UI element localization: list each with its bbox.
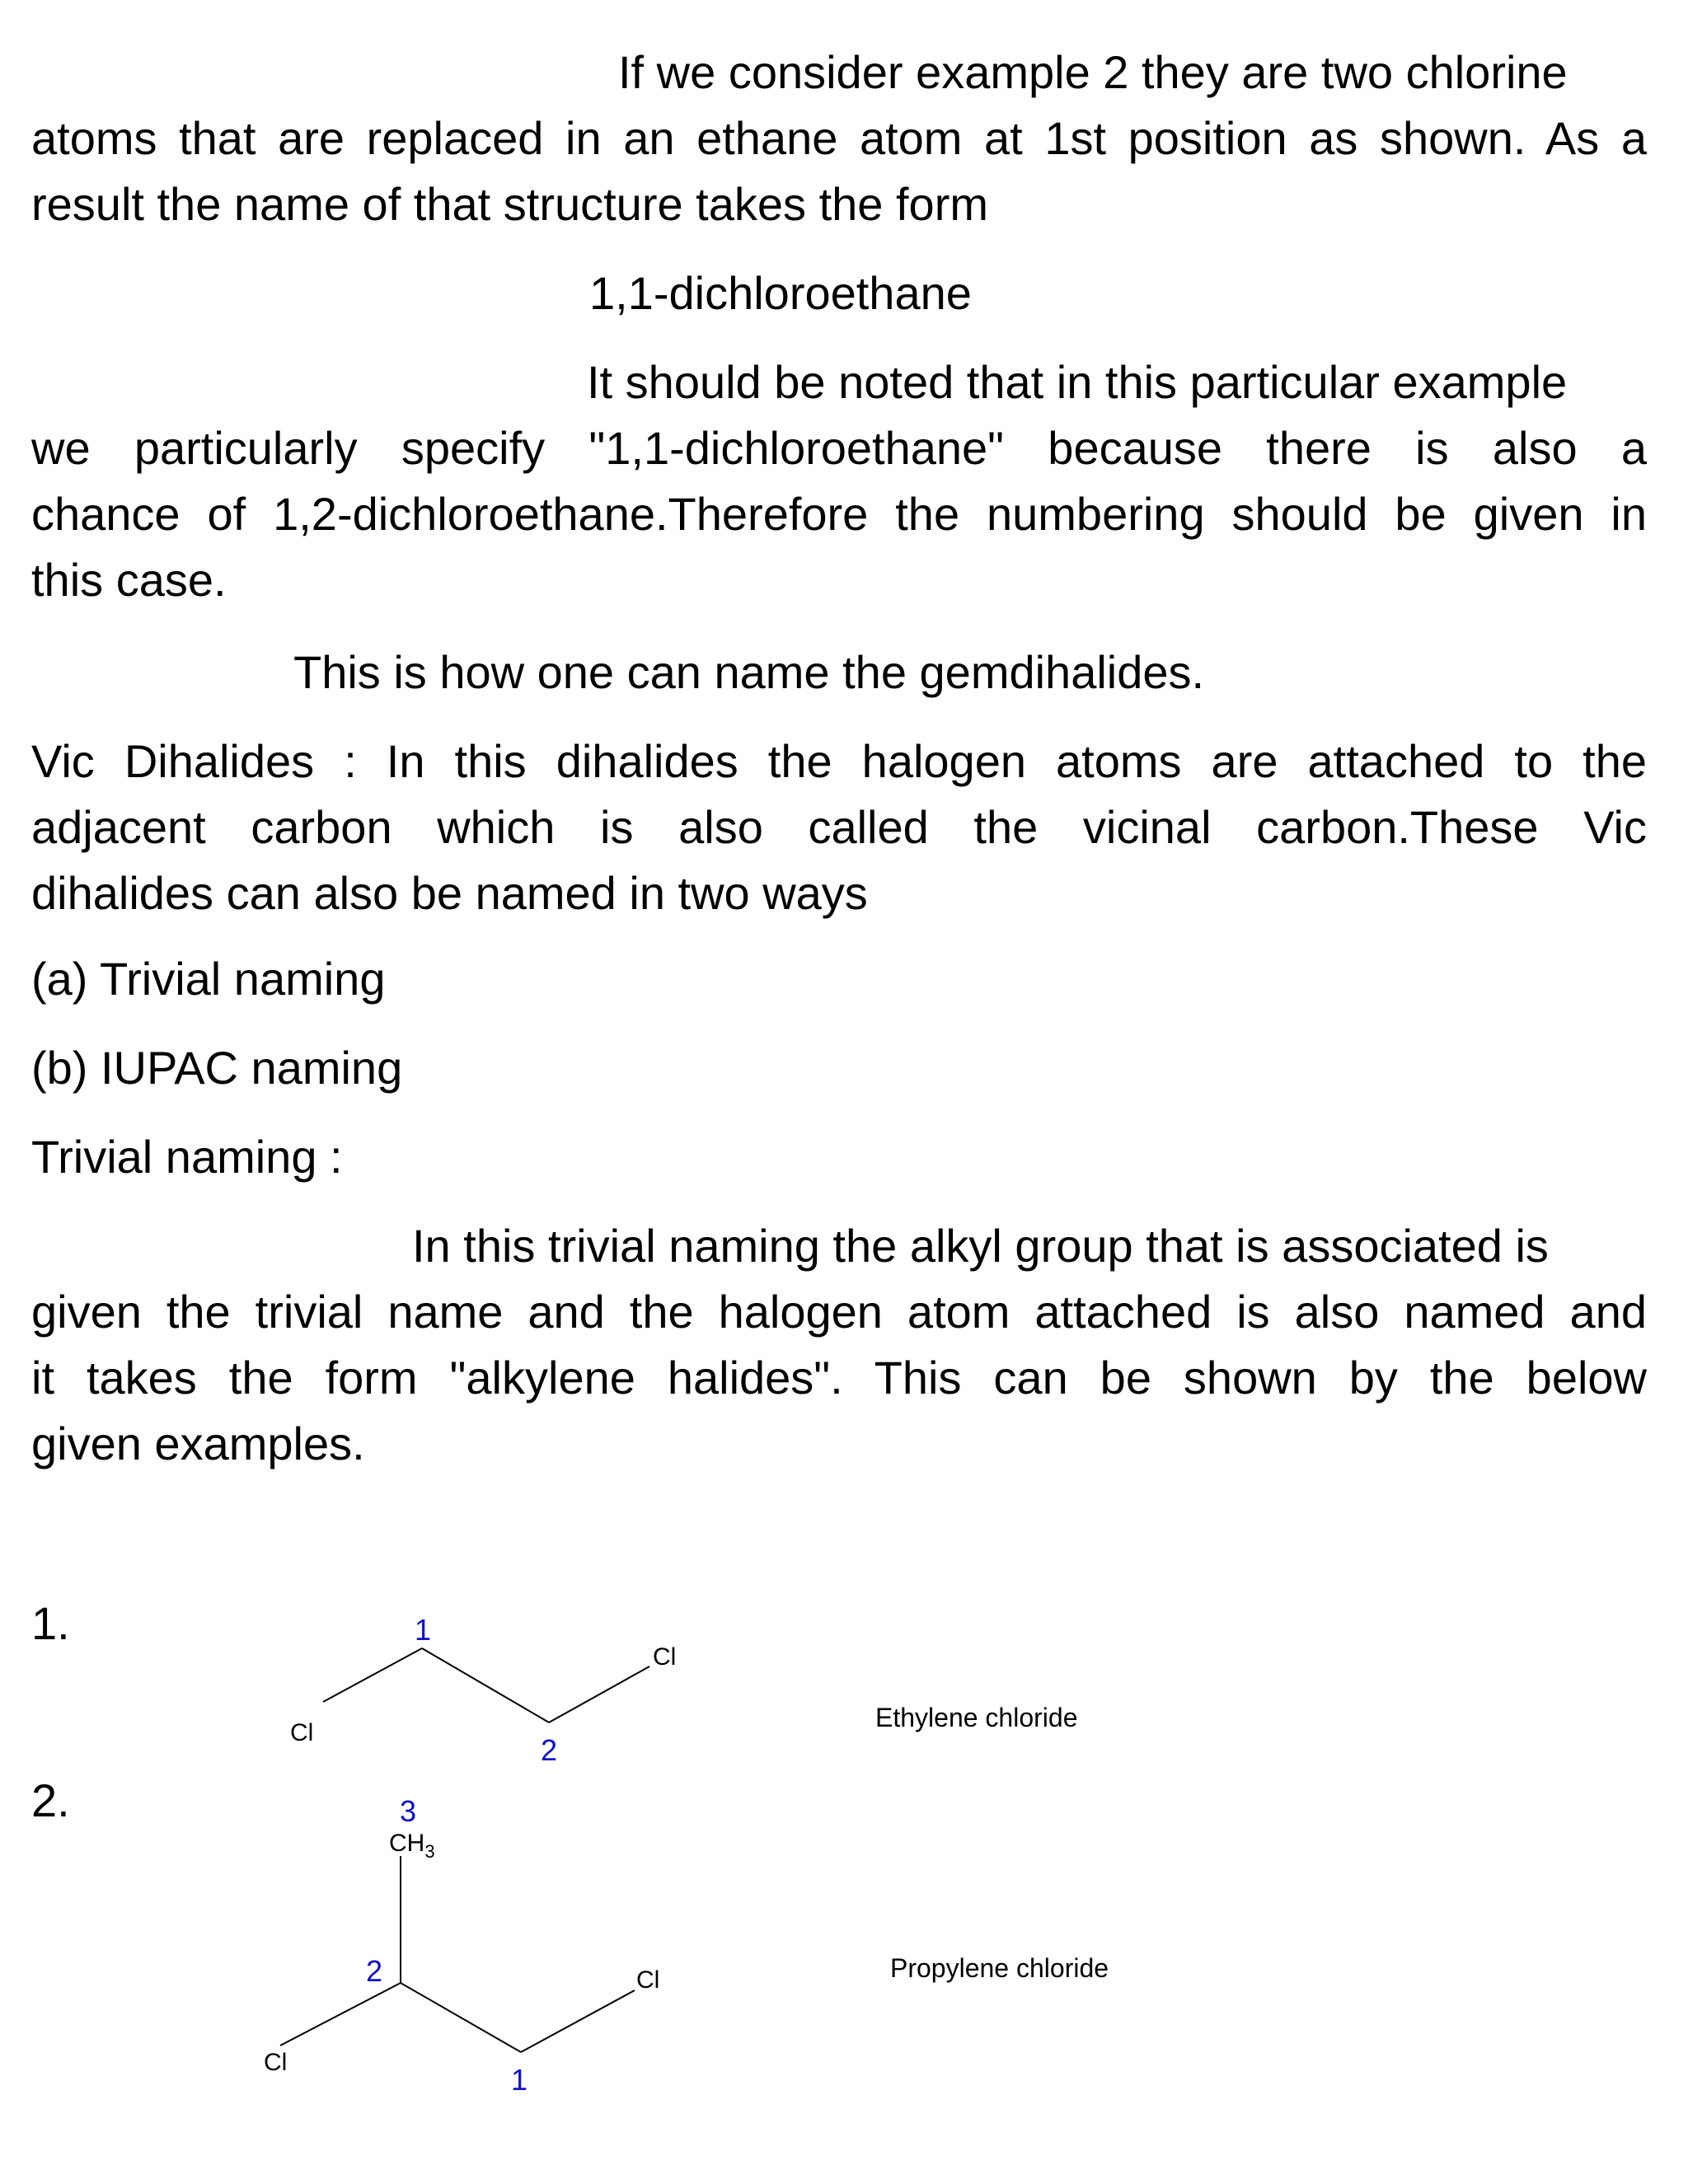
vic-line1: Vic Dihalides : In this dihalides the halogen atoms are attached to the (31, 735, 1647, 787)
ethylene-chloride-name: Ethylene chloride (875, 1703, 1078, 1732)
para1-line1: If we consider example 2 they are two chlorine (618, 46, 1568, 98)
methyl-label: CH (389, 1830, 425, 1857)
methyl-group (389, 1830, 435, 1862)
example-2-number: 2. (31, 1774, 70, 1826)
methyl-subscript: 3 (424, 1841, 435, 1862)
para3-line2: given the trivial name and the halogen atom attached is also named and (31, 1286, 1647, 1338)
vic-line2: adjacent carbon which is also called the vicinal carbon.These Vic (31, 801, 1647, 853)
chlorine-atom-left: Cl (264, 2049, 288, 2076)
para1-line2: atoms that are replaced in an ethane atom at 1st position as shown. As a (31, 112, 1647, 164)
para3-line4: given examples. (31, 1418, 365, 1469)
ethylene-chloride-structure (247, 1615, 742, 1780)
chlorine-atom-right: Cl (653, 1643, 677, 1671)
para2-line3: chance of 1,2-dichloroethane.Therefore the numbering should be given in (31, 488, 1647, 540)
para3-line3: it takes the form "alkylene halides". This can be shown by the below (31, 1352, 1647, 1404)
para2-line2: we particularly specify "1,1-dichloroethane" because there is also a (31, 422, 1647, 474)
para3-body (31, 1279, 1647, 1477)
vic-line3: dihalides can also be named in two ways (31, 867, 868, 919)
bond-c2-c1 (401, 1983, 521, 2052)
chlorine-atom-left: Cl (290, 1719, 314, 1746)
propylene-chloride-structure (247, 1788, 742, 2102)
para2-line1: It should be noted that in this particular example (587, 356, 1568, 408)
compound-name: 1,1-dichloroethane (589, 267, 972, 319)
example-1-number: 1. (31, 1597, 70, 1649)
locant-2: 2 (541, 1733, 558, 1767)
bond-c2-cl (280, 1983, 401, 2046)
para1-body (31, 105, 1647, 237)
bond-c1-c2 (422, 1648, 549, 1722)
para3-line1: In this trivial naming the alkyl group that is associated is (412, 1220, 1549, 1272)
chlorine-atom-right: Cl (636, 1966, 660, 1994)
bond-c2-cl (549, 1666, 649, 1722)
locant-1: 1 (511, 2063, 528, 2097)
way-trivial: (a) Trivial naming (31, 953, 386, 1005)
bond-cl-c1 (323, 1648, 422, 1702)
locant-2: 2 (366, 1954, 383, 1988)
way-iupac: (b) IUPAC naming (31, 1042, 403, 1094)
bond-c1-cl (521, 1990, 635, 2052)
trivial-heading: Trivial naming : (31, 1131, 343, 1183)
para2-line4: this case. (31, 554, 227, 606)
locant-1: 1 (415, 1613, 432, 1647)
gem-summary: This is how one can name the gemdihalides. (293, 646, 1205, 698)
vic-paragraph (31, 729, 1647, 926)
locant-3: 3 (400, 1794, 417, 1828)
para2-body (31, 415, 1647, 613)
para1-line3: result the name of that structure takes the form (31, 178, 988, 230)
propylene-chloride-name: Propylene chloride (890, 1953, 1109, 1983)
